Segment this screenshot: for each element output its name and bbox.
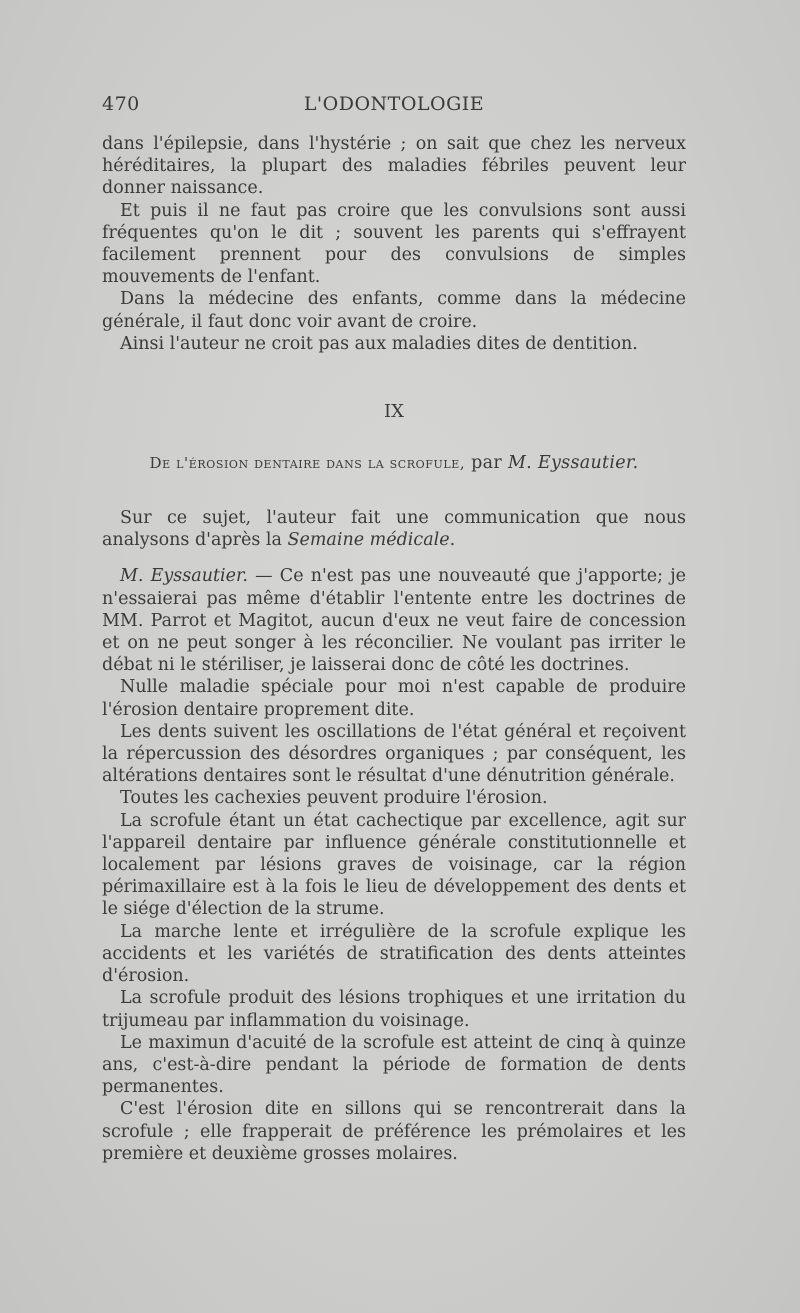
paragraph: dans l'épilepsie, dans l'hystérie ; on sait que chez les nerveux héréditaires, la plupart des maladies fébriles peuvent leur donner naissance.	[102, 134, 686, 199]
paragraph-text: — Ce n'est pas une nouveauté que j'apporte; je n'essaierai pas même d'établir l'entente entre les doctrines de MM. Parrot et Magitot, aucun d'eux ne veut faire de concession et on ne peut songer à les réconcilier. Ne voulant pas irriter le débat ni le stériliser, je laisserai donc de côté les doctrines.	[102, 566, 686, 676]
section-title-par: par	[471, 453, 503, 474]
running-header	[102, 93, 686, 119]
book-page	[102, 93, 686, 1165]
paragraph: Ainsi l'auteur ne croit pas aux maladies dites de dentition.	[120, 333, 638, 354]
paragraph: Dans la médecine des enfants, comme dans la médecine générale, il faut donc voir avant de croire.	[102, 289, 686, 332]
journal-title: Semaine médicale	[287, 530, 450, 551]
paragraph-text: Sur ce sujet, l'auteur fait une communication que nous analysons d'après la	[102, 508, 686, 551]
spacer	[102, 551, 686, 565]
paragraph-end: .	[449, 530, 456, 551]
speaker-name: M. Eyssautier.	[120, 566, 248, 587]
paragraph: C'est l'érosion dite en sillons qui se rencontrerait dans la scrofule ; elle frapperait de préférence les prémolaires et les première et deuxième grosses molaires.	[102, 1099, 686, 1164]
paragraph: Et puis il ne faut pas croire que les convulsions sont aussi fréquentes qu'on le dit ; souvent les parents qui s'effrayent facilement prennent pour des convulsions de simples mouvements de l'enfant.	[102, 200, 686, 288]
paragraph: Nulle maladie spéciale pour moi n'est capable de produire l'érosion dentaire proprement dite.	[102, 677, 686, 720]
intro-text	[102, 133, 686, 355]
section-title-author: M. Eyssautier.	[507, 453, 639, 474]
paragraph: La scrofule étant un état cachectique par excellence, agit sur l'appareil dentaire par influence générale constitutionnelle et localement par lésions graves de voisinage, car la région périmaxillaire est à la fois le lieu de développement des dents et le siége d'élection de la strume.	[102, 810, 686, 920]
paragraph	[102, 507, 686, 551]
section-number: IX	[384, 401, 404, 423]
paragraph: Toutes les cachexies peuvent produire l'érosion.	[120, 788, 548, 809]
article-text	[102, 507, 686, 1165]
running-title: L'ODONTOLOGIE	[303, 93, 485, 115]
page-number: 470	[102, 93, 140, 115]
paragraph	[102, 565, 686, 676]
paragraph: La marche lente et irrégulière de la scrofule explique les accidents et les variétés de stratification des dents atteintes d'érosion.	[102, 921, 686, 987]
paragraph: Les dents suivent les oscillations de l'état général et reçoivent la répercussion des désordres organiques ; par conséquent, les altérations dentaires sont le résultat d'une dénutrition générale.	[102, 721, 686, 787]
paragraph: La scrofule produit des lésions trophiques et une irritation du trijumeau par inflammation du voisinage.	[102, 988, 686, 1031]
section-title-text: De l'érosion dentaire dans la scrofule,	[149, 454, 466, 473]
paragraph: Le maximun d'acuité de la scrofule est atteint de cinq à quinze ans, c'est-à-dire pendant la période de formation de dents permanentes.	[102, 1032, 686, 1098]
section-title	[102, 453, 686, 473]
